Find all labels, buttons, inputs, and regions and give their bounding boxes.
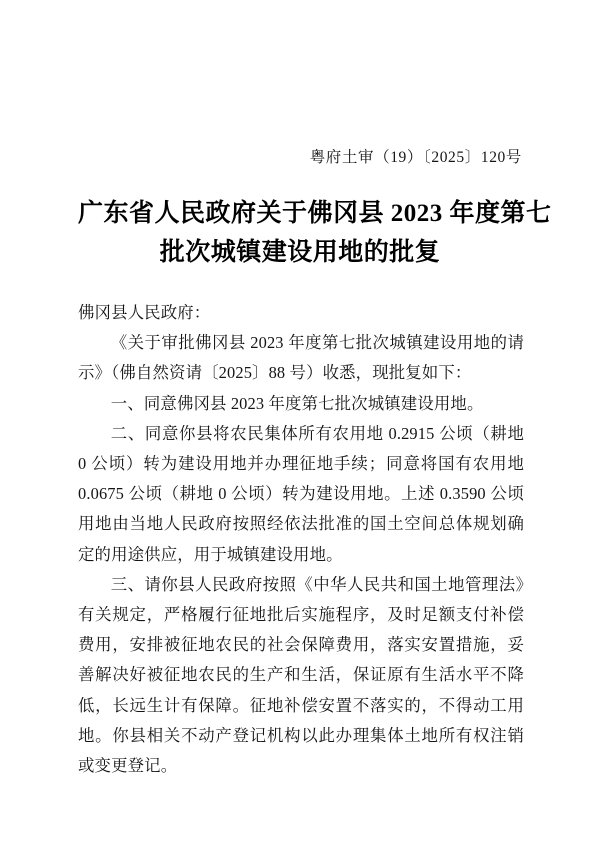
paragraph-item-three: 三、请你县人民政府按照《中华人民共和国土地管理法》有关规定，严格履行征地批后实施程序，及时足额支付补偿费用，安排被征地农民的社会保障费用，落实安置措施，妥善解决好被征地农民的生产和生活，保证原有生活水平不降低，长远生计有保障。征地补偿安置不落实的，不得动工用地。你县相关不动产登记机构以此办理集体土地所有权注销或变更登记。: [78, 574, 524, 776]
paragraph-item-one: 一、同意佛冈县 2023 年度第七批次城镇建设用地。: [110, 393, 484, 413]
document-number: 粤府土审（19）〔2025〕120号: [309, 149, 522, 166]
paragraph-preamble: 《关于审批佛冈县 2023 年度第七批次城镇建设用地的请示》（佛自然资请〔2025〕88 号）收悉，现批复如下：: [78, 333, 524, 383]
document-body: [78, 298, 524, 781]
paragraph-item-two: 二、同意你县将农民集体所有农用地 0.2915 公顷（耕地 0 公顷）转为建设用地并办理征地手续；同意将国有农用地 0.0675 公顷（耕地 0 公顷）转为建设用地。上述 0.3590 公顷用地由当地人民政府按照经依法批准的国土空间总体规划确定的用途供应，用于城镇建设用地。: [78, 423, 524, 564]
page-title-line-2: 批次城镇建设用地的批复: [159, 239, 441, 266]
salutation: 佛冈县人民政府：: [78, 303, 211, 322]
page-title-line-1: 广东省人民政府关于佛冈县 2023 年度第七: [78, 200, 552, 227]
page-title: [78, 194, 552, 272]
